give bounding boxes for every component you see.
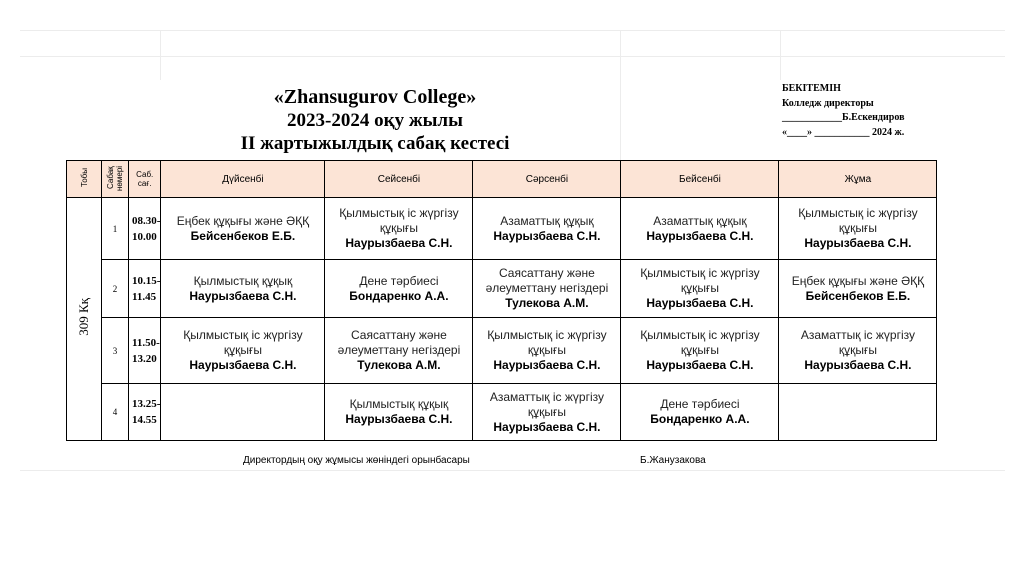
approval-date-line: «____» ___________ 2024 ж. — [782, 126, 905, 138]
lesson-cell — [325, 198, 473, 260]
lesson-cell — [473, 384, 621, 441]
lesson-number-column-header: Сабақ нөмері — [102, 161, 129, 198]
lesson-cell — [621, 384, 779, 441]
teacher-name: Наурызбаева С.Н. — [189, 358, 297, 372]
lesson-cell — [621, 198, 779, 260]
group-cell: 309 Кқ — [67, 198, 102, 441]
semester-title: II жартыжылдық сабақ кестесі — [240, 133, 510, 154]
teacher-name: Бондаренко А.А. — [650, 412, 750, 426]
subject-name: Қылмыстық іс жүргізу құқығы — [798, 206, 918, 235]
teacher-name: Бондаренко А.А. — [349, 288, 449, 303]
day-header-thursday: Бейсенбі — [621, 161, 779, 198]
subject-name: Еңбек құқығы және ӘҚҚ — [791, 273, 925, 288]
teacher-name: Наурызбаева С.Н. — [646, 228, 754, 243]
time-column-header: Саб. сағ. — [129, 161, 161, 198]
lesson-number: 1 — [102, 198, 129, 260]
lesson-time: 13.25-14.55 — [129, 384, 161, 441]
lesson-cell — [779, 198, 937, 260]
teacher-name: Тулекова А.М. — [357, 358, 441, 372]
lesson-row-2 — [67, 260, 937, 318]
approval-position: Колледж директоры — [782, 97, 874, 109]
footer-name: Б.Жанузакова — [640, 455, 706, 466]
group-column-header: Тобы — [67, 161, 102, 198]
teacher-name: Наурызбаева С.Н. — [345, 236, 453, 250]
day-header-tuesday: Сейсенбі — [325, 161, 473, 198]
subject-name: Қылмыстық іс жүргізу құқығы — [487, 328, 607, 357]
teacher-name: Наурызбаева С.Н. — [804, 358, 912, 372]
lesson-cell — [161, 198, 325, 260]
teacher-name: Наурызбаева С.Н. — [189, 288, 297, 303]
subject-name: Қылмыстық іс жүргізу құқығы — [183, 328, 303, 357]
lesson-cell — [325, 384, 473, 441]
approval-title: БЕКІТЕМІН — [782, 83, 841, 94]
schedule-title — [160, 86, 590, 155]
lesson-cell — [621, 318, 779, 384]
schedule-table — [66, 160, 937, 441]
lesson-time: 11.50-13.20 — [129, 318, 161, 384]
lesson-cell — [621, 260, 779, 318]
subject-name: Қылмыстық құқық — [193, 273, 293, 288]
lesson-cell — [161, 318, 325, 384]
lesson-cell — [161, 260, 325, 318]
teacher-name: Наурызбаева С.Н. — [646, 296, 754, 310]
footer-position: Директордың оқу жұмысы жөніндегі орынбасары — [243, 455, 470, 466]
teacher-name: Наурызбаева С.Н. — [493, 228, 601, 243]
subject-name: Қылмыстық іс жүргізу құқығы — [339, 206, 459, 235]
lesson-cell — [473, 198, 621, 260]
lesson-cell — [779, 318, 937, 384]
lesson-cell — [325, 318, 473, 384]
subject-name: Саясаттану және әлеуметтану негіздері — [485, 266, 609, 295]
subject-name: Азаматтық іс жүргізу құқығы — [489, 389, 604, 419]
lesson-cell-empty — [779, 384, 937, 441]
teacher-name: Наурызбаева С.Н. — [646, 358, 754, 372]
lesson-cell — [473, 260, 621, 318]
subject-name: Еңбек құқығы және ӘҚҚ — [176, 213, 310, 228]
lesson-cell — [779, 260, 937, 318]
college-name: «Zhansugurov College» — [273, 86, 477, 108]
day-header-friday: Жұма — [779, 161, 937, 198]
lesson-row-4 — [67, 384, 937, 441]
header-row — [67, 161, 937, 198]
lesson-time: 08.30-10.00 — [129, 198, 161, 260]
approval-signature-line: ____________Б.Ескендиров — [782, 112, 905, 123]
subject-name: Дене тәрбиесі — [660, 397, 740, 411]
teacher-name: Бейсенбеков Е.Б. — [190, 228, 296, 243]
subject-name: Азаматтық құқық — [500, 213, 594, 228]
subject-name: Саясаттану және әлеуметтану негіздері — [337, 328, 461, 357]
teacher-name: Наурызбаева С.Н. — [493, 419, 601, 434]
teacher-name: Наурызбаева С.Н. — [345, 412, 453, 426]
day-header-monday: Дүйсенбі — [161, 161, 325, 198]
approval-stamp-block — [782, 82, 957, 140]
subject-name: Қылмыстық құқық — [349, 397, 449, 411]
subject-name: Қылмыстық іс жүргізу құқығы — [640, 266, 760, 295]
day-header-wednesday: Сәрсенбі — [473, 161, 621, 198]
lesson-time: 10.15-11.45 — [129, 260, 161, 318]
teacher-name: Тулекова А.М. — [505, 296, 589, 310]
lesson-row-3 — [67, 318, 937, 384]
lesson-number: 3 — [102, 318, 129, 384]
academic-year: 2023-2024 оқу жылы — [287, 110, 463, 131]
lesson-number: 2 — [102, 260, 129, 318]
subject-name: Азаматтық іс жүргізу құқығы — [800, 328, 915, 357]
subject-name: Дене тәрбиесі — [359, 273, 439, 288]
lesson-cell-empty — [161, 384, 325, 441]
lesson-cell — [325, 260, 473, 318]
lesson-cell — [473, 318, 621, 384]
teacher-name: Наурызбаева С.Н. — [804, 236, 912, 250]
lesson-number: 4 — [102, 384, 129, 441]
subject-name: Қылмыстық іс жүргізу құқығы — [640, 328, 760, 357]
subject-name: Азаматтық құқық — [653, 213, 747, 228]
teacher-name: Бейсенбеков Е.Б. — [805, 288, 911, 303]
lesson-row-1 — [67, 198, 937, 260]
teacher-name: Наурызбаева С.Н. — [493, 358, 601, 372]
